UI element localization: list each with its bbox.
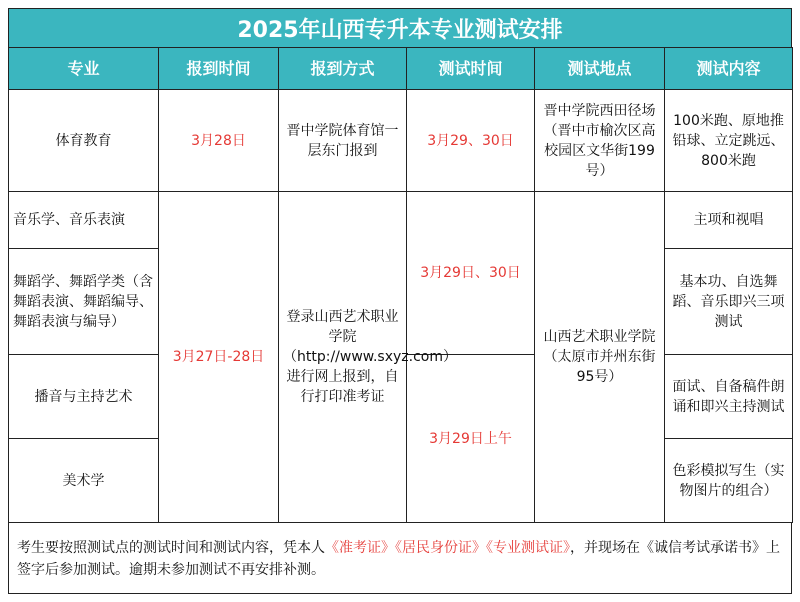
content-cell: 色彩模拟写生（实物图片的组合） [665, 439, 793, 523]
major-cell: 舞蹈学、舞蹈学类（含舞蹈表演、舞蹈编导、舞蹈表演与编导） [9, 249, 159, 355]
major-cell: 音乐学、音乐表演 [9, 192, 159, 249]
test-time-cell: 3月29、30日 [407, 90, 535, 192]
note-text: 考生要按照测试点的测试时间和测试内容，凭本人 [17, 540, 325, 556]
report-method-cell: 登录山西艺术职业学院（http://www.sxyz.com）进行网上报到，自行打印准考证 [279, 192, 407, 523]
test-time-cell: 3月29日上午 [407, 355, 535, 523]
header-location: 测试地点 [535, 48, 665, 90]
schedule-table [8, 47, 793, 523]
report-method-cell: 晋中学院体育馆一层东门报到 [279, 90, 407, 192]
location-cell: 晋中学院西田径场（晋中市榆次区高校园区文华街199号） [535, 90, 665, 192]
test-time-cell: 3月29日、30日 [407, 192, 535, 355]
content-cell: 主项和视唱 [665, 192, 793, 249]
table-row [9, 192, 793, 249]
major-cell: 播音与主持艺术 [9, 355, 159, 439]
header-test-time: 测试时间 [407, 48, 535, 90]
content-cell: 基本功、自选舞蹈、音乐即兴三项测试 [665, 249, 793, 355]
header-report-time: 报到时间 [159, 48, 279, 90]
table-header-row [9, 48, 793, 90]
footnote [8, 522, 792, 594]
content-cell: 面试、自备稿件朗诵和即兴主持测试 [665, 355, 793, 439]
note-text-2: ，并现场在《诚信考试承诺书》上签字后参加测试。逾期未参加测试不再安排补测。 [17, 540, 780, 578]
note-doc-admission: 《准考证》 [325, 540, 395, 556]
header-content: 测试内容 [665, 48, 793, 90]
major-cell: 美术学 [9, 439, 159, 523]
note-doc-test-cert: 《专业测试证》 [486, 540, 570, 556]
note-doc-idcard: 《居民身份证》 [395, 540, 486, 556]
report-time-cell: 3月27日-28日 [159, 192, 279, 523]
page-title: 2025年山西专升本专业测试安排 [8, 8, 792, 48]
header-major: 专业 [9, 48, 159, 90]
location-cell: 山西艺术职业学院（太原市并州东街95号） [535, 192, 665, 523]
header-report-method: 报到方式 [279, 48, 407, 90]
table-row [9, 90, 793, 192]
major-cell: 体育教育 [9, 90, 159, 192]
report-time-cell: 3月28日 [159, 90, 279, 192]
content-cell: 100米跑、原地推铅球、立定跳远、800米跑 [665, 90, 793, 192]
